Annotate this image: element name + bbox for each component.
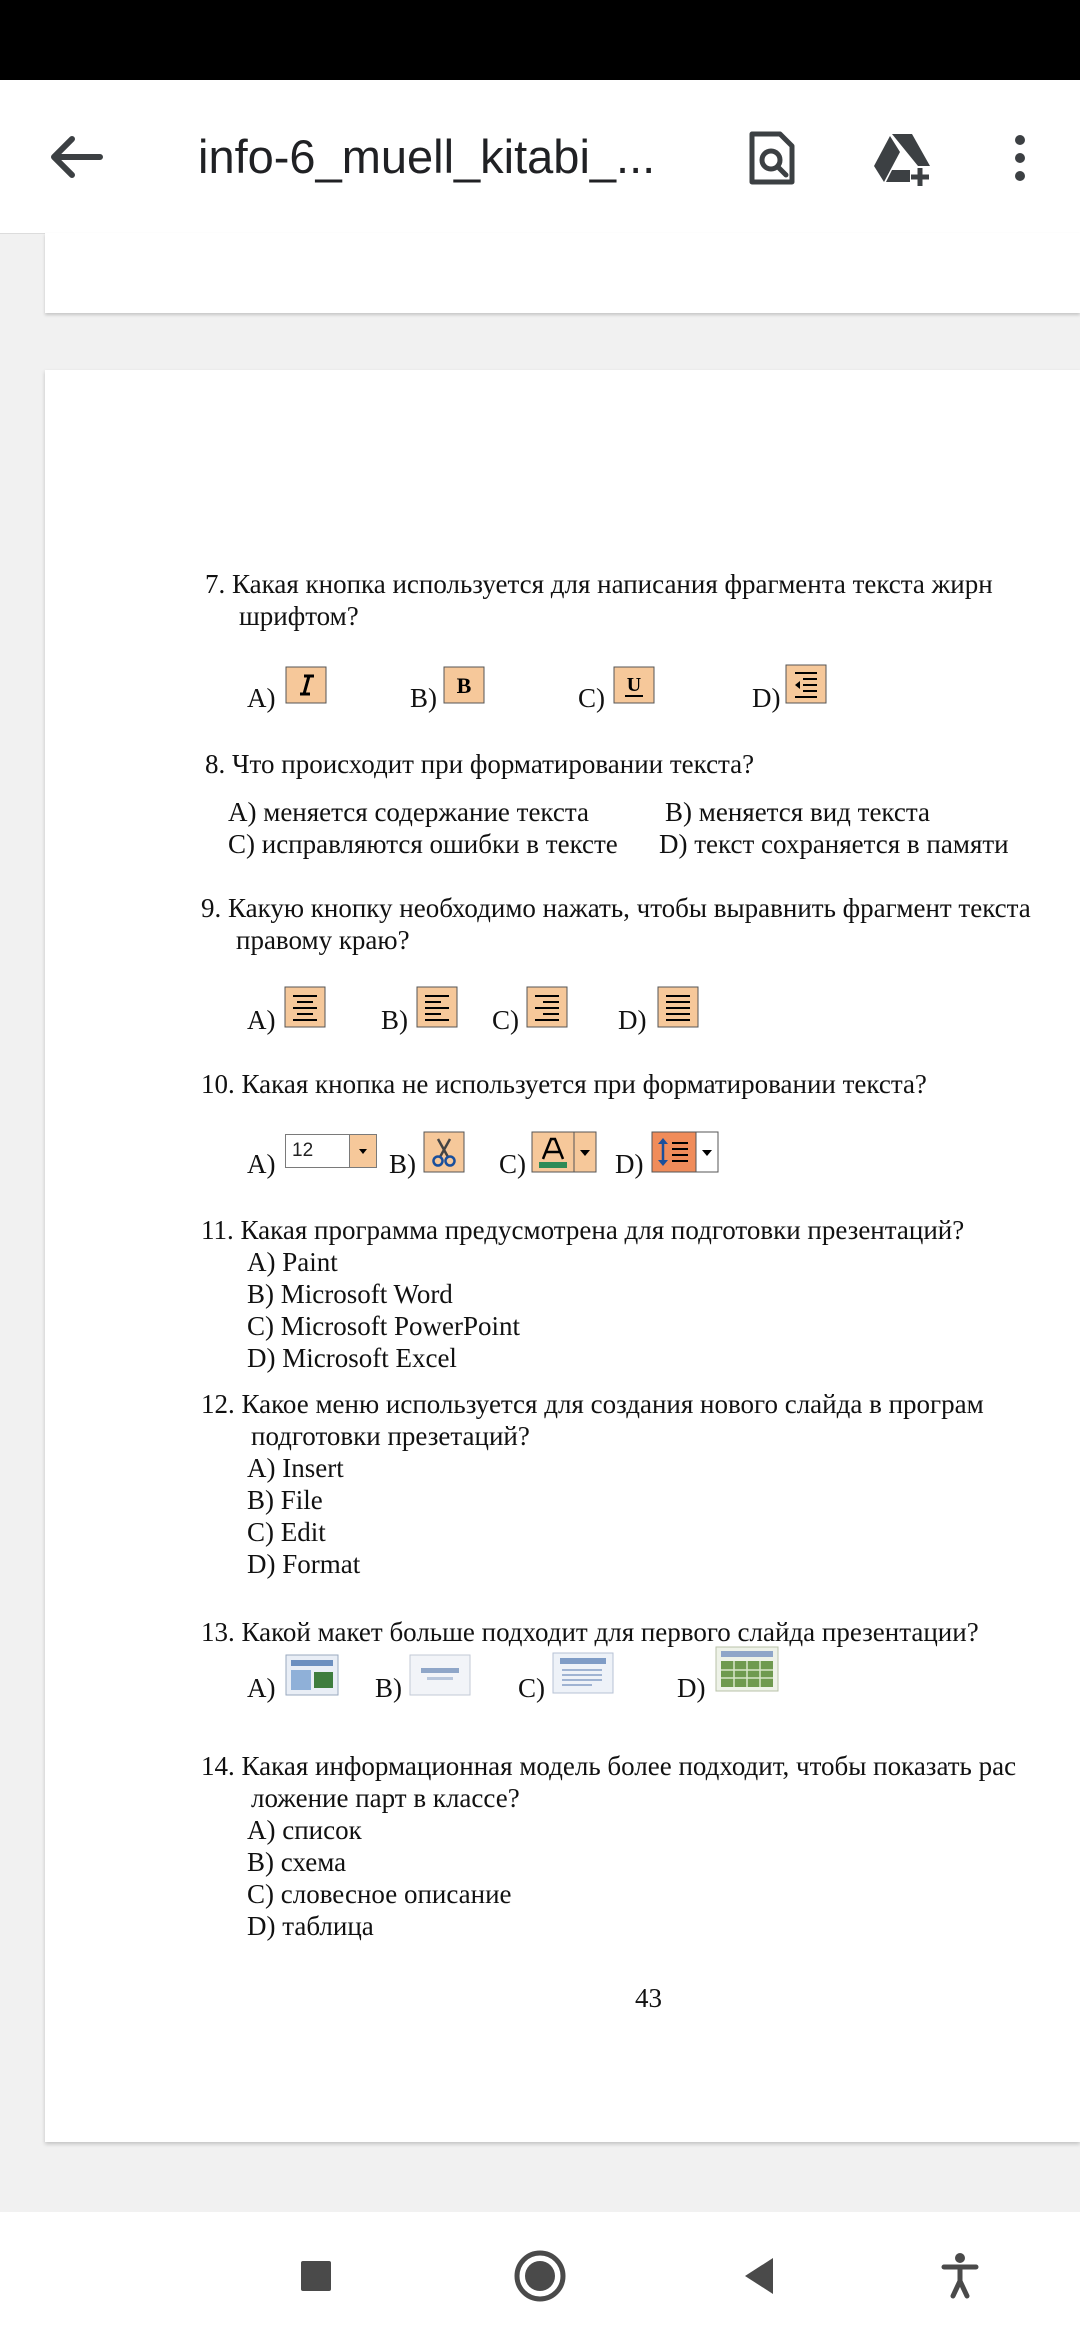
question-7-text-cont: шрифтом? (239, 601, 359, 631)
q10-option-d: D) (615, 1149, 644, 1179)
q8-option-c: C) исправляются ошибки в тексте (228, 829, 618, 859)
q7-option-a: A) (247, 683, 276, 713)
q10-option-c: C) (499, 1149, 526, 1179)
q10-option-b: B) (389, 1149, 416, 1179)
question-14-text: 14. Какая информационная модель более подходит, чтобы показать рас (201, 1751, 1017, 1781)
svg-text:B: B (456, 673, 472, 698)
navigation-bar (0, 2212, 1080, 2340)
q12-option-c: C) Edit (247, 1517, 326, 1547)
align-right-icon (526, 986, 568, 1028)
font-color-icon (531, 1131, 597, 1173)
page-number: 43 (635, 1983, 662, 2013)
slide-layout-title-text-icon (552, 1652, 614, 1694)
slide-layout-table-icon (715, 1646, 779, 1692)
slide-layout-title-content-icon (285, 1654, 339, 1696)
q8-option-d: D) текст сохраняется в памяти (659, 829, 1009, 859)
question-12-text-cont: подготовки презетаций? (251, 1421, 530, 1451)
font-size-box-icon (285, 1134, 377, 1168)
q9-option-a: A) (247, 1005, 276, 1035)
question-9-text: 9. Какую кнопку необходимо нажать, чтобы выравнить фрагмент текста (201, 893, 1031, 923)
svg-text:U: U (626, 674, 642, 696)
q9-option-b: B) (381, 1005, 408, 1035)
more-options-icon[interactable] (1000, 128, 1040, 188)
back-arrow-icon[interactable] (44, 125, 108, 189)
find-in-document-icon[interactable] (742, 128, 802, 188)
q8-option-a: A) меняется содержание текста (228, 797, 589, 827)
q14-option-d: D) таблица (247, 1911, 374, 1941)
q11-option-c: C) Microsoft PowerPoint (247, 1311, 520, 1341)
home-icon[interactable] (510, 2246, 570, 2306)
question-11-text: 11. Какая программа предусмотрена для подготовки презентаций? (201, 1215, 965, 1245)
line-spacing-icon (651, 1131, 719, 1173)
accessibility-icon[interactable] (930, 2246, 990, 2306)
slide-layout-title-icon (409, 1654, 471, 1696)
q10-option-a: A) (247, 1149, 276, 1179)
status-bar (0, 0, 1080, 80)
q7-option-c: C) (578, 683, 605, 713)
q12-option-b: B) File (247, 1485, 323, 1515)
recent-apps-icon[interactable] (286, 2246, 346, 2306)
q14-option-a: A) список (247, 1815, 362, 1845)
q12-option-a: A) Insert (247, 1453, 344, 1483)
q13-option-b: B) (375, 1673, 402, 1703)
q7-option-d: D) (752, 683, 781, 713)
question-13-text: 13. Какой макет больше подходит для первого слайда презентации? (201, 1617, 979, 1647)
q7-option-b: B) (410, 683, 437, 713)
align-left-icon (416, 986, 458, 1028)
question-14-text-cont: ложение парт в классе? (251, 1783, 520, 1813)
decrease-indent-icon (785, 664, 827, 704)
q11-option-a: A) Paint (247, 1247, 338, 1277)
previous-page (45, 233, 1080, 313)
q13-option-c: C) (518, 1673, 545, 1703)
question-7-text: 7. Какая кнопка используется для написания фрагмента текста жирн (205, 569, 993, 599)
question-8-text: 8. Что происходит при форматировании текста? (205, 749, 755, 779)
question-9-text-cont: правому краю? (236, 925, 410, 955)
q14-option-b: B) схема (247, 1847, 347, 1877)
app-bar (0, 80, 1080, 234)
q8-option-b: B) меняется вид текста (665, 797, 930, 827)
align-center-icon (284, 986, 326, 1028)
q11-option-d: D) Microsoft Excel (247, 1343, 457, 1373)
q13-option-d: D) (677, 1673, 706, 1703)
add-to-drive-icon[interactable] (872, 128, 932, 188)
q11-option-b: B) Microsoft Word (247, 1279, 453, 1309)
document-page (45, 370, 1080, 2142)
back-triangle-icon[interactable] (730, 2246, 790, 2306)
cut-scissors-icon (423, 1131, 465, 1173)
question-10-text: 10. Какая кнопка не используется при форматировании текста? (201, 1069, 927, 1099)
underline-button-icon (613, 666, 655, 704)
q13-option-a: A) (247, 1673, 276, 1703)
question-12-text: 12. Какое меню используется для создания нового слайда в програм (201, 1389, 984, 1419)
q9-option-d: D) (618, 1005, 647, 1035)
italic-button-icon (285, 666, 327, 704)
q14-option-c: C) словесное описание (247, 1879, 512, 1909)
q12-option-d: D) Format (247, 1549, 361, 1579)
bold-button-icon (443, 666, 485, 704)
document-title: info-6_muell_kitabi_... (198, 130, 656, 183)
font-size-value: 12 (292, 1140, 314, 1161)
q9-option-c: C) (492, 1005, 519, 1035)
chevron-down-icon (349, 1135, 376, 1167)
justify-icon (657, 986, 699, 1028)
